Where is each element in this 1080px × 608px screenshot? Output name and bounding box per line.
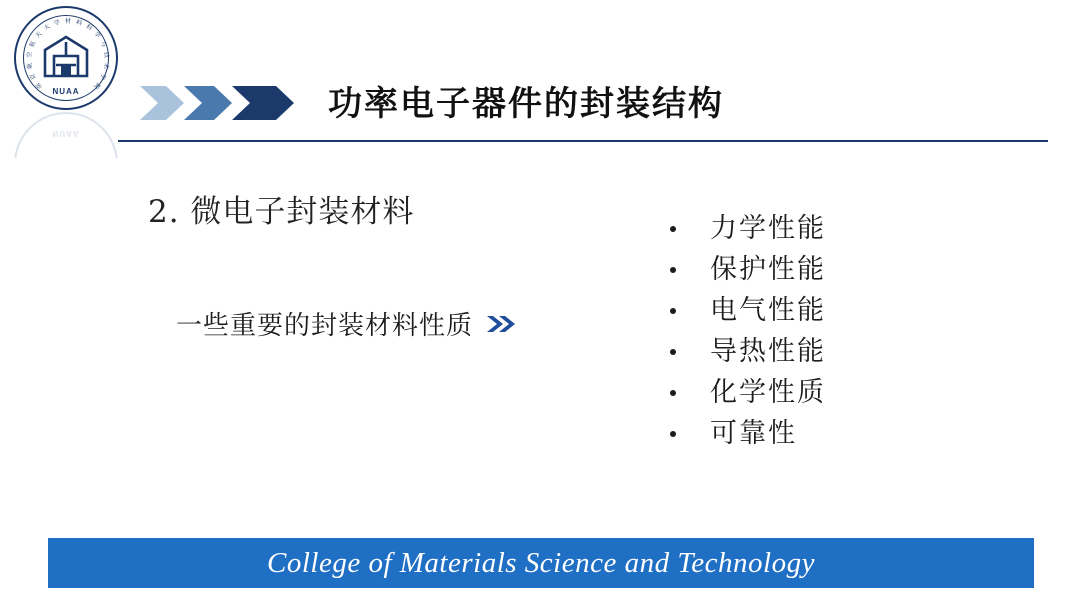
slide-footer: [48, 538, 1034, 588]
logo-seal: [14, 6, 118, 110]
slide-body: [0, 160, 1080, 520]
list-item: [662, 208, 826, 249]
list-item: [662, 249, 826, 290]
lead-row: [176, 305, 515, 342]
list-item-label: 化学性质: [710, 377, 826, 408]
logo-abbreviation: NUAA: [52, 87, 80, 96]
page-title: 功率电子器件的封装结构: [328, 84, 724, 124]
list-item-label: 导热性能: [710, 336, 826, 367]
header-divider: [118, 140, 1048, 142]
footer-label: College of Materials Science and Technology: [267, 546, 815, 579]
lead-text: 一些重要的封装材料性质: [176, 311, 474, 341]
logo-emblem-icon: [40, 34, 92, 80]
list-item: [662, 290, 826, 331]
properties-list: [662, 208, 826, 454]
list-item-label: 可靠性: [710, 418, 797, 449]
logo-reflection: [14, 112, 118, 158]
bullet-dot-icon: [670, 390, 676, 396]
bullet-dot-icon: [670, 349, 676, 355]
double-chevron-right-icon: [485, 313, 515, 335]
list-item: [662, 372, 826, 413]
logo-reflection-abbreviation: NUAA: [52, 129, 80, 138]
bullet-dot-icon: [670, 308, 676, 314]
list-item-label: 保护性能: [710, 254, 826, 285]
bullet-dot-icon: [670, 226, 676, 232]
university-logo: [8, 4, 126, 138]
bullet-dot-icon: [670, 267, 676, 273]
list-item: [662, 331, 826, 372]
chevron-arrows-icon: [140, 84, 318, 122]
list-item: [662, 413, 826, 454]
list-item-label: 力学性能: [710, 213, 826, 244]
bullet-dot-icon: [670, 431, 676, 437]
logo-ring-text: 南 京 航 空 航 天 大 学 材 料 科 学 与 技 术 学 院: [26, 19, 110, 90]
section-title: 2. 微电子封装材料: [148, 194, 415, 230]
list-item-label: 电气性能: [710, 295, 826, 326]
slide-header: [118, 72, 1054, 134]
